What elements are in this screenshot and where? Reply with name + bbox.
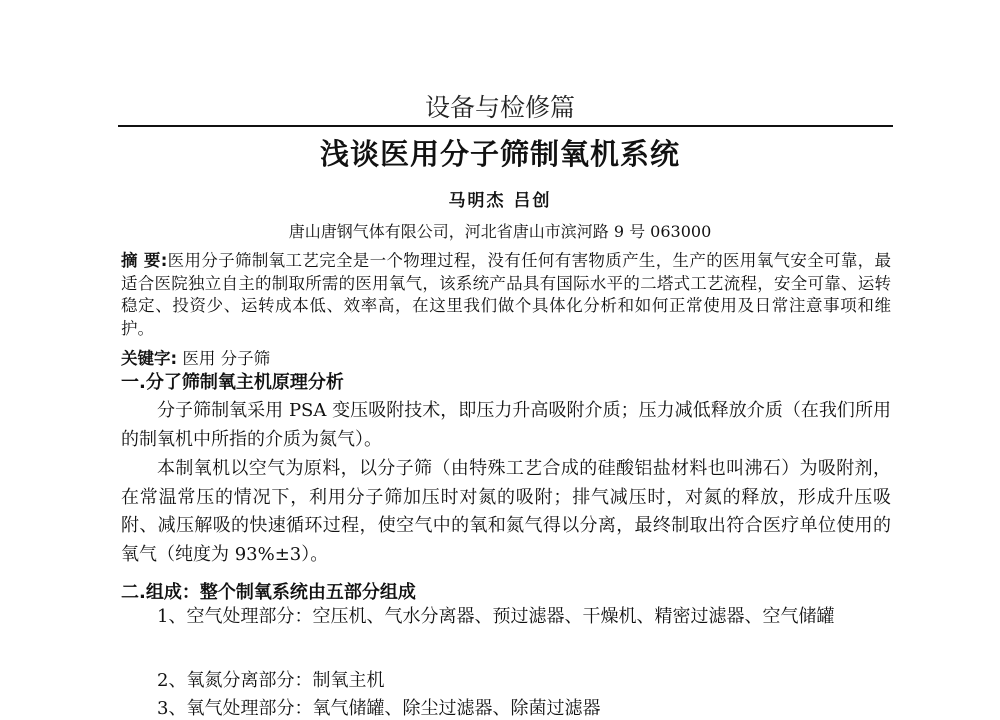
abstract-label: 摘 要: [121,251,168,270]
section2-item1: 1、空气处理部分：空压机、气水分离器、预过滤器、干燥机、精密过滤器、空气储罐 [157,606,835,627]
paper-title: 浅谈医用分子筛制氧机系统 [319,137,680,171]
header-rule [118,125,893,127]
abstract-text: 医用分子筛制氧工艺完全是一个物理过程，没有任何有害物质产生，生产的医用氧气安全可靠，最适合医院独立自主的制取所需的医用氧气，该系统产品具有国际水平的二塔式工艺流程，安全可靠、运转稳定、投资少、运转成本低、效率高，在这里我们做个具体化分析和如何正常使用及日常注意事项和维护。 [121,251,892,338]
section1-para1: 分子筛制氧采用 PSA 变压吸附技术，即压力升高吸附介质；压力减低释放介质（在我们所用的制氧机中所指的介质为氮气）。 [121,400,891,450]
section2-item2: 2、氧氮分离部分：制氧主机 [157,670,385,691]
affiliation: 唐山唐钢气体有限公司，河北省唐山市滨河路 9 号 063000 [288,222,712,241]
keywords-text: 医用 分子筛 [177,349,271,368]
section2-item3: 3、氧气处理部分：氧气储罐、除尘过滤器、除菌过滤器 [157,698,601,719]
section1-para2: 本制氧机以空气为原料，以分子筛（由特殊工艺合成的硅酸铝盐材料也叫沸石）为吸附剂，在常温常压的情况下，利用分子筛加压时对氮的吸附；排气减压时，对氮的释放，形成升压吸附、减压解吸的快速循环过程，使空气中的氧和氮气得以分离，最终制取出符合医疗单位使用的氧气（纯度为 93%±3）。 [121,458,891,565]
keywords-label: 关键字: [121,349,178,368]
keywords [121,345,270,369]
abstract [121,250,891,340]
section-header: 设备与检修篇 [424,93,575,122]
section2-heading: 二.组成：整个制氧系统由五部分组成 [121,582,416,603]
section1-heading: 一.分了筛制氧主机原理分析 [121,372,344,393]
authors: 马明杰 吕创 [448,191,552,211]
